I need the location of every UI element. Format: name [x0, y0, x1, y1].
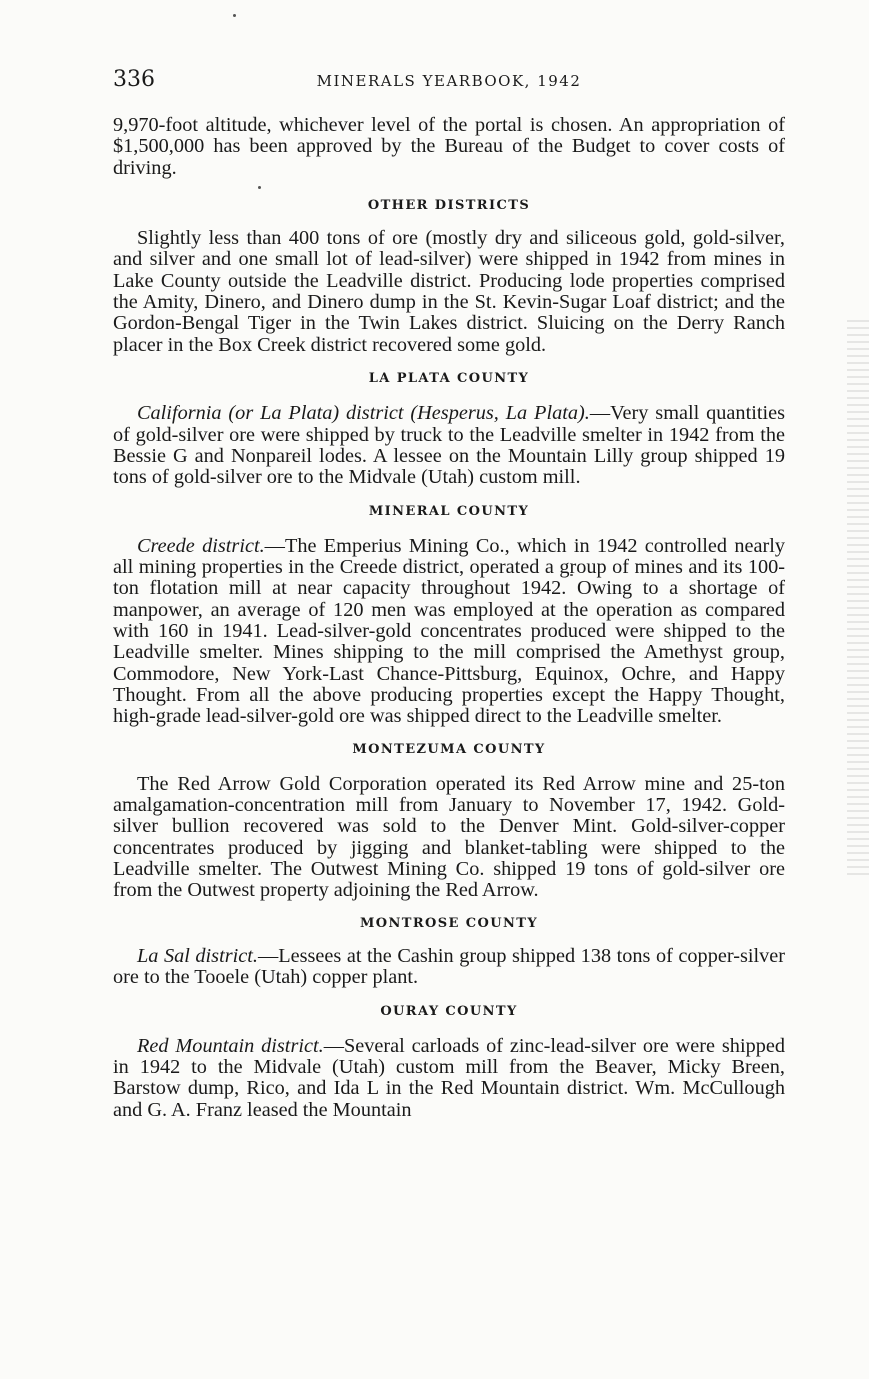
heading-la-plata-county: LA PLATA COUNTY: [368, 370, 530, 386]
page-number: 336: [113, 67, 155, 92]
running-head: MINERALS YEARBOOK, 1942: [316, 72, 582, 90]
district-name: La Sal district.: [137, 944, 258, 967]
heading-mineral-county: MINERAL COUNTY: [368, 504, 530, 520]
intro-paragraph: 9,970-foot altitude, whichever level of the portal is chosen. An appropriation of $1,500,000 has been approved by the Bureau of the Budget to cover costs of driving.: [113, 114, 785, 179]
heading-montezuma-county: MONTEZUMA COUNTY: [352, 742, 546, 758]
scan-speck: [233, 14, 236, 17]
ouray-paragraph: [113, 1036, 785, 1121]
page-body: [113, 115, 785, 1121]
montezuma-paragraph: The Red Arrow Gold Corporation operated its Red Arrow mine and 25-ton amalgamation-concentration mill from January to November 17, 1942. Gold-silver bullion recovered was sold to the Denver Mint. Gold-silver-copper concentrates produced by jigging and blanket-tabling were shipped to the Leadville smelter. The Outwest Mining Co. shipped 19 tons of gold-silver ore from the Outwest property adjoining the Red Arrow.: [113, 772, 785, 902]
district-name: Red Mountain district.: [137, 1034, 324, 1057]
other-districts-paragraph: Slightly less than 400 tons of ore (mostly dry and siliceous gold, gold-silver, and silver and one small lot of lead-silver) were shipped in 1942 from mines in Lake County outside the Leadville district. Producing lode properties comprised the Amity, Dinero, and Dinero dump in the St. Kevin-Sugar Loaf district; and the Gordon-Bengal Tiger in the Twin Lakes district. Sluicing on the Derry Ranch placer in the Box Creek district recovered some gold.: [113, 227, 785, 356]
paragraph-text: —Very small quantities of gold-silver ore were shipped by truck to the Leadville smelter in 1942 from the Bessie G and Nonpareil lodes. A lessee on the Mountain Lilly group shipped 19 tons of gold-silver ore to the Midvale (Utah) custom mill.: [113, 402, 786, 489]
district-name: Creede district.: [137, 534, 265, 557]
la-plata-paragraph: [113, 403, 785, 488]
paragraph-text: —Lessees at the Cashin group shipped 138 tons of copper-silver ore to the Tooele (Utah) copper plant.: [113, 944, 786, 989]
mineral-paragraph: [113, 536, 785, 728]
heading-other-districts: OTHER DISTRICTS: [367, 197, 531, 213]
paragraph-text: —Several carloads of zinc-lead-silver ore were shipped in 1942 to the Midvale (Utah) custom mill from the Beaver, Micky Breen, Barstow dump, Rico, and Ida L in the Red Mountain district. Wm. McCullough and G. A. Franz leased the Mountain: [113, 1034, 785, 1121]
page-header: [113, 68, 785, 94]
scan-edge-noise: [847, 320, 869, 880]
heading-montrose-county: MONTROSE COUNTY: [359, 915, 539, 931]
montrose-paragraph: [113, 946, 785, 989]
paragraph-text: —The Emperius Mining Co., which in 1942 controlled nearly all mining properties in the Creede district, operated a group of mines and its 100-ton flotation mill at near capacity throughout 1942. Owing to a shortage of manpower, an average of 120 men was employed at the operation as compared with 160 in 1941. Lead-silver-gold concentrates produced were shipped to the Leadville smelter. Mines shipping to the mill comprised the Amethyst group, Commodore, New York-Last Chance-Pittsburg, Equinox, Ochre, and Happy Thought. From all the above producing properties except the Happy Thought, high-grade lead-silver-gold ore was shipped direct to the Leadville smelter.: [113, 534, 786, 728]
heading-ouray-county: OURAY COUNTY: [380, 1004, 518, 1020]
district-name: California (or La Plata) district (Hesperus, La Plata).: [137, 402, 590, 425]
